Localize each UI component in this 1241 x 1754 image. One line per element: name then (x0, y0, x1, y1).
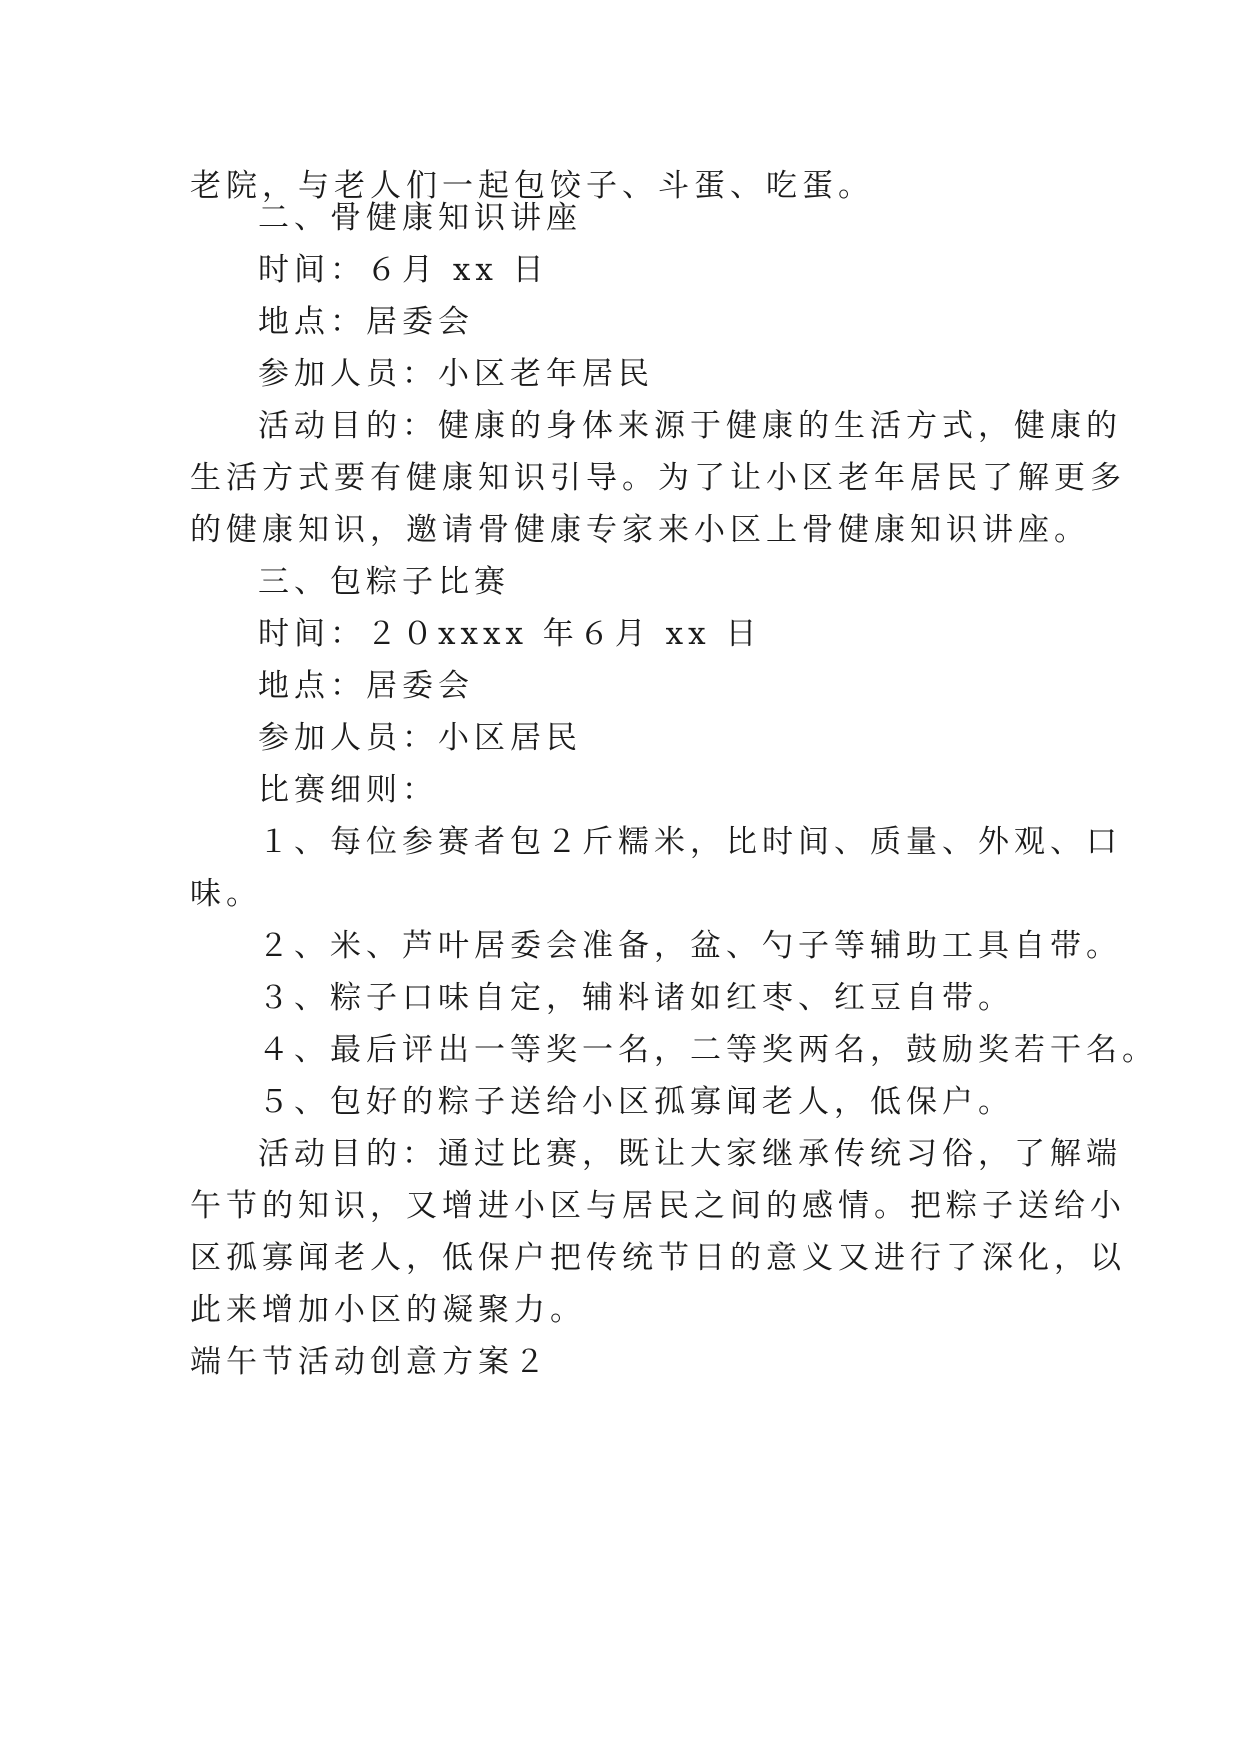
body-line: 地点：居委会 (258, 304, 474, 340)
list-item: ３、粽子口味自定，辅料诸如红枣、红豆自带。 (258, 980, 1014, 1016)
body-line: 午节的知识，又增进小区与居民之间的感情。把粽子送给小 (190, 1188, 1126, 1224)
body-line: 地点：居委会 (258, 668, 474, 704)
list-item: ２、米、芦叶居委会准备，盆、勺子等辅助工具自带。 (258, 928, 1122, 964)
body-line: 参加人员：小区老年居民 (258, 356, 654, 392)
body-line: 参加人员：小区居民 (258, 720, 582, 756)
body-line: 此来增加小区的凝聚力。 (190, 1292, 586, 1328)
body-line: 区孤寡闻老人，低保户把传统节日的意义又进行了深化，以 (190, 1240, 1126, 1276)
body-line: 时间：６月 xx 日 (258, 252, 549, 288)
section-heading: 二、骨健康知识讲座 (258, 200, 582, 236)
body-line: 活动目的：通过比赛，既让大家继承传统习俗，了解端 (258, 1136, 1122, 1172)
document-title: 端午节活动创意方案２ (190, 1344, 550, 1380)
body-line: 活动目的：健康的身体来源于健康的生活方式，健康的 (258, 408, 1122, 444)
body-line: 比赛细则： (258, 772, 438, 808)
body-line: 时间：２０xxxx 年６月 xx 日 (258, 616, 762, 652)
list-item: １、每位参赛者包２斤糯米，比时间、质量、外观、口 (258, 824, 1122, 860)
section-heading: 三、包粽子比赛 (258, 564, 510, 600)
body-line: 生活方式要有健康知识引导。为了让小区老年居民了解更多 (190, 460, 1126, 496)
list-item: ４、最后评出一等奖一名，二等奖两名，鼓励奖若干名。 (258, 1032, 1158, 1068)
list-item: ５、包好的粽子送给小区孤寡闻老人，低保户。 (258, 1084, 1014, 1120)
body-line: 老院，与老人们一起包饺子、斗蛋、吃蛋。 (190, 168, 874, 204)
body-line: 的健康知识，邀请骨健康专家来小区上骨健康知识讲座。 (190, 512, 1090, 548)
body-line: 味。 (190, 876, 262, 912)
